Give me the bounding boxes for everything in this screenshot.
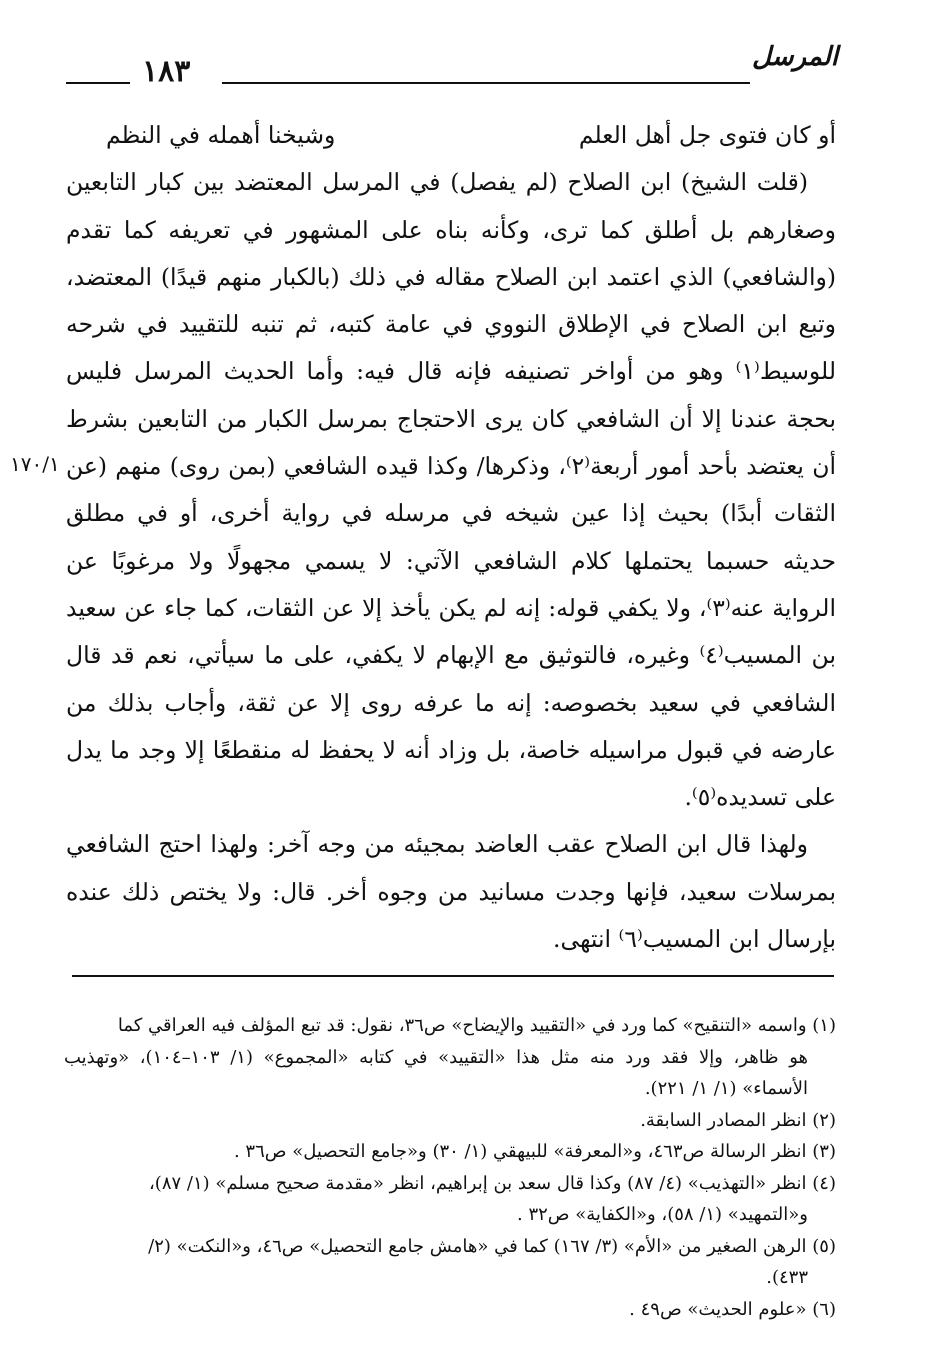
footnote-3: (٣) انظر الرسالة ص٤٦٣، و«المعرفة» للبيهقي (١/ ٣٠) و«جامع التحصيل» ص٣٦ . — [233, 1141, 836, 1162]
footnote-text: (١) واسمه «التنقيح» كما ورد في «التقييد والإيضاح» ص٣٦، نقول: قد تبع المؤلف فيه العراقي كما — [117, 1015, 836, 1036]
paragraph-2: ولهذا قال ابن الصلاح عقب العاضد بمجيئه من وجه آخر: ولهذا احتج الشافعي بمرسلات سعيد، فإنها وجدت مسانيد من وجوه أخر. قال: ولا يختص ذلك عنده بإرسال ابن المسيب⁽٦⁾ انتهى. — [66, 830, 836, 954]
main-text — [66, 112, 836, 963]
footnote-1 — [64, 1010, 836, 1042]
header-rule-left — [66, 82, 130, 84]
running-title: المرسل — [752, 42, 838, 72]
footnote-4: (٤) انظر «التهذيب» (٤/ ٨٧) وكذا قال سعد بن إبراهيم، انظر «مقدمة صحيح مسلم» (١/ ٨٧)، — [148, 1172, 836, 1194]
footnote-separator — [72, 975, 834, 977]
footnote-1-continuation: هو ظاهر، وإلا فقد ورد منه مثل هذا «التقييد» في كتابه «المجموع» (١/ ١٠٣–١٠٤)، «وتهذيب الأسماء» (١/ ١/ ٢٢١). — [64, 1046, 808, 1099]
header-rule-right — [222, 82, 750, 84]
footnote-4-continuation: و«التمهيد» (١/ ٥٨)، و«الكفاية» ص٣٢ . — [516, 1204, 808, 1225]
paragraph-1: (قلت الشيخ) ابن الصلاح (لم يفصل) في المرسل المعتضد بين كبار التابعين وصغارهم بل أطلق كما ترى، وكأنه بناه على المشهور في تعريفه كما تقدم (والشافعي) الذي اعتمد ابن الصلاح مقاله في ذلك (بالكبار منهم قيدًا) المعتضد، وتبع ابن الصلاح في الإطلاق النووي في عامة كتبه، ثم تنبه للتقييد في شرحه للوسيط⁽١⁾ وهو من أواخر تصنيفه فإنه قال فيه: وأما الحديث المرسل فليس بحجة عندنا إلا أن الشافعي كان يرى الاحتجاج بمرسل الكبار من التابعين بشرط أن يعتضد بأحد أمور أربعة⁽٢⁾، وذكرها/ وكذا قيده الشافعي (بمن روى) منهم (عن الثقات أبدًا) بحيث إذا عين شيخه في مرسله في رواية أخرى، أو في مطلق حديثه حسبما يحتملها كلام الشافعي الآتي: لا يسمي مجهولًا ولا مرغوبًا عن الرواية عنه⁽٣⁾، ولا يكفي قوله: إنه لم يكن يأخذ إلا عن الثقات، كما جاء عن سعيد بن المسيب⁽٤⁾ وغيره، فالتوثيق مع الإبهام لا يكفي، على ما سيأتي، نعم قد قال الشافعي في سعيد بخصوصه: إنه ما عرفه روى إلا عن ثقة، وأجاب بذلك من عارضه في قبول مراسيله خاصة، بل وزاد أنه لا يحفظ له منقطعًا إلا وجد ما يدل على تسديده⁽٥⁾. — [66, 168, 836, 812]
page-header — [60, 38, 838, 98]
footnote-5-continuation: ٤٣٣). — [766, 1267, 808, 1288]
footnote-5: (٥) الرهن الصغير من «الأم» (٣/ ١٦٧) كما في «هامش جامع التحصيل» ص٤٦، و«النكت» (٢/ — [148, 1235, 836, 1257]
verse-hemistich-left: وشيخنا أهمله في النظم — [106, 121, 336, 149]
footnote-6: (٦) «علوم الحديث» ص٤٩ . — [629, 1298, 836, 1320]
footnote-2: (٢) انظر المصادر السابقة. — [640, 1109, 836, 1131]
margin-reference: ١٧٠/١ — [10, 452, 60, 476]
verse-line — [66, 112, 836, 159]
page-number: ١٨٣ — [142, 54, 191, 89]
footnotes — [64, 1010, 836, 1325]
verse-hemistich-right: أو كان فتوى جل أهل العلم — [578, 121, 836, 149]
